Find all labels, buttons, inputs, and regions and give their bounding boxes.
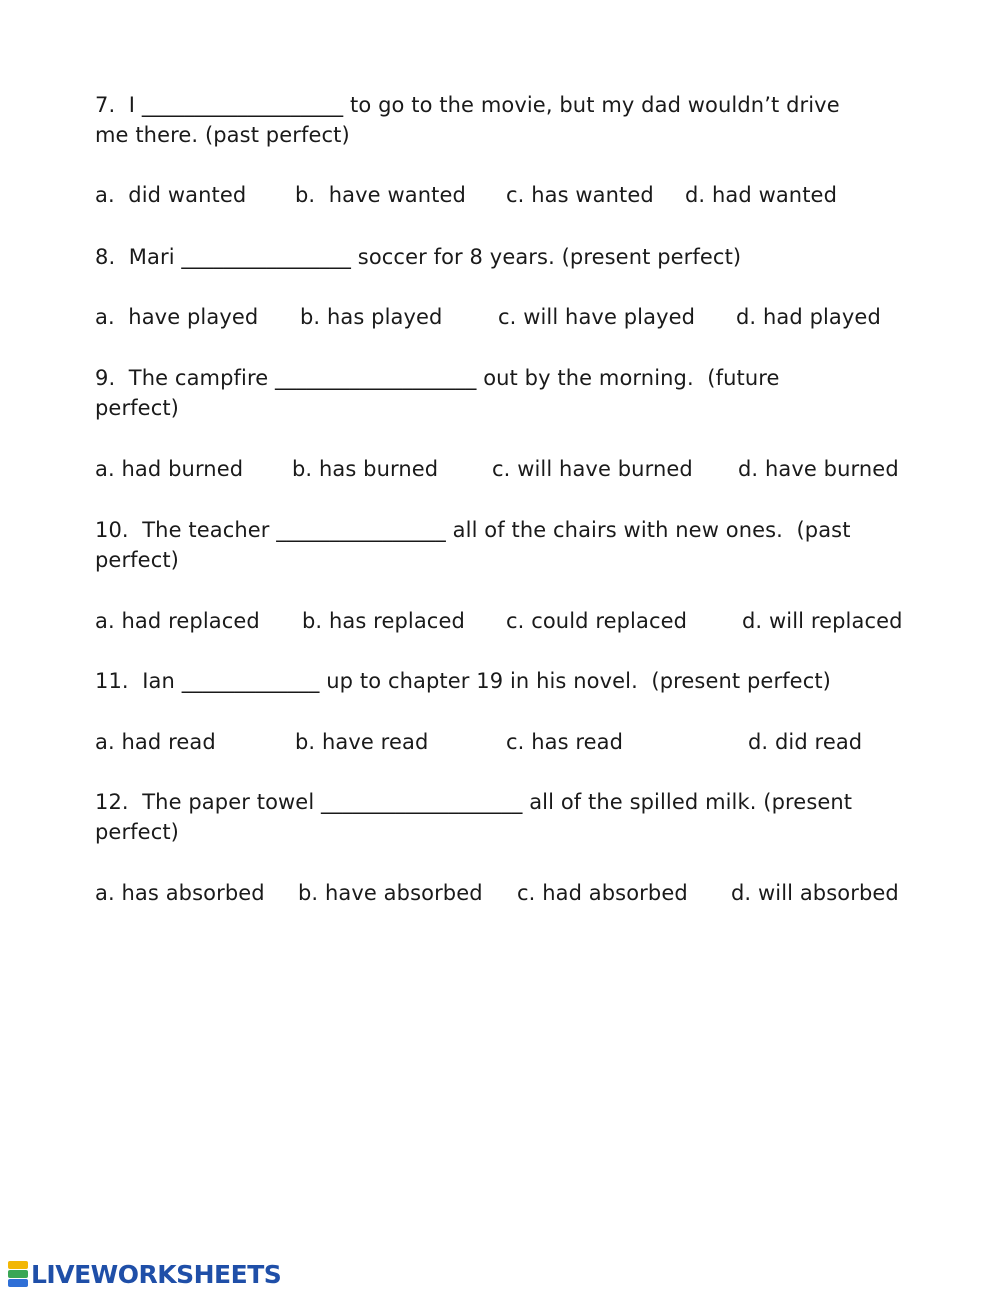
question-9-option-d[interactable]: d. have burned [738, 457, 899, 481]
logo-mark-stripe-3 [8, 1279, 28, 1287]
question-9-option-c[interactable]: c. will have burned [492, 457, 693, 481]
question-10-line-1: 10. The teacher ________________ all of the chairs with new ones. (past [95, 518, 851, 542]
question-7-line-2: me there. (past perfect) [95, 123, 350, 147]
question-8-line-1: 8. Mari ________________ soccer for 8 years. (present perfect) [95, 245, 742, 269]
question-9-option-a[interactable]: a. had burned [95, 457, 244, 481]
question-8-option-d[interactable]: d. had played [736, 305, 881, 329]
question-11-line-1: 11. Ian _____________ up to chapter 19 in his novel. (present perfect) [95, 669, 831, 693]
logo-text: LIVEWORKSHEETS [31, 1259, 282, 1289]
question-7-option-a[interactable]: a. did wanted [95, 183, 247, 207]
question-7-option-d[interactable]: d. had wanted [685, 183, 838, 207]
question-7-option-b[interactable]: b. have wanted [295, 183, 466, 207]
question-9-line-2: perfect) [95, 396, 179, 420]
question-10-option-b[interactable]: b. has replaced [302, 609, 465, 633]
question-10-option-c[interactable]: c. could replaced [506, 609, 688, 633]
logo-mark-icon [8, 1261, 28, 1287]
question-12-option-c[interactable]: c. had absorbed [517, 881, 688, 905]
question-12-line-1: 12. The paper towel ___________________ all of the spilled milk. (present [95, 790, 853, 814]
question-12-option-b[interactable]: b. have absorbed [298, 881, 483, 905]
logo-mark-stripe-2 [8, 1270, 28, 1278]
question-11-option-a[interactable]: a. had read [95, 730, 216, 754]
question-8-option-a[interactable]: a. have played [95, 305, 259, 329]
question-12-option-d[interactable]: d. will absorbed [731, 881, 899, 905]
question-12-option-a[interactable]: a. has absorbed [95, 881, 265, 905]
liveworksheets-logo[interactable] [8, 1257, 281, 1291]
question-9-line-1: 9. The campfire ___________________ out by the morning. (future [95, 366, 780, 390]
question-10-option-a[interactable]: a. had replaced [95, 609, 260, 633]
question-9-option-b[interactable]: b. has burned [292, 457, 439, 481]
question-10-option-d[interactable]: d. will replaced [742, 609, 903, 633]
question-8-option-b[interactable]: b. has played [300, 305, 443, 329]
question-7-option-c[interactable]: c. has wanted [506, 183, 654, 207]
question-11-option-c[interactable]: c. has read [506, 730, 624, 754]
question-8-option-c[interactable]: c. will have played [498, 305, 696, 329]
question-12-line-2: perfect) [95, 820, 179, 844]
logo-mark-stripe-1 [8, 1261, 28, 1269]
question-11-option-b[interactable]: b. have read [295, 730, 429, 754]
question-7-line-1: 7. I ___________________ to go to the movie, but my dad wouldn’t drive [95, 93, 840, 117]
question-11-option-d[interactable]: d. did read [748, 730, 863, 754]
question-10-line-2: perfect) [95, 548, 179, 572]
